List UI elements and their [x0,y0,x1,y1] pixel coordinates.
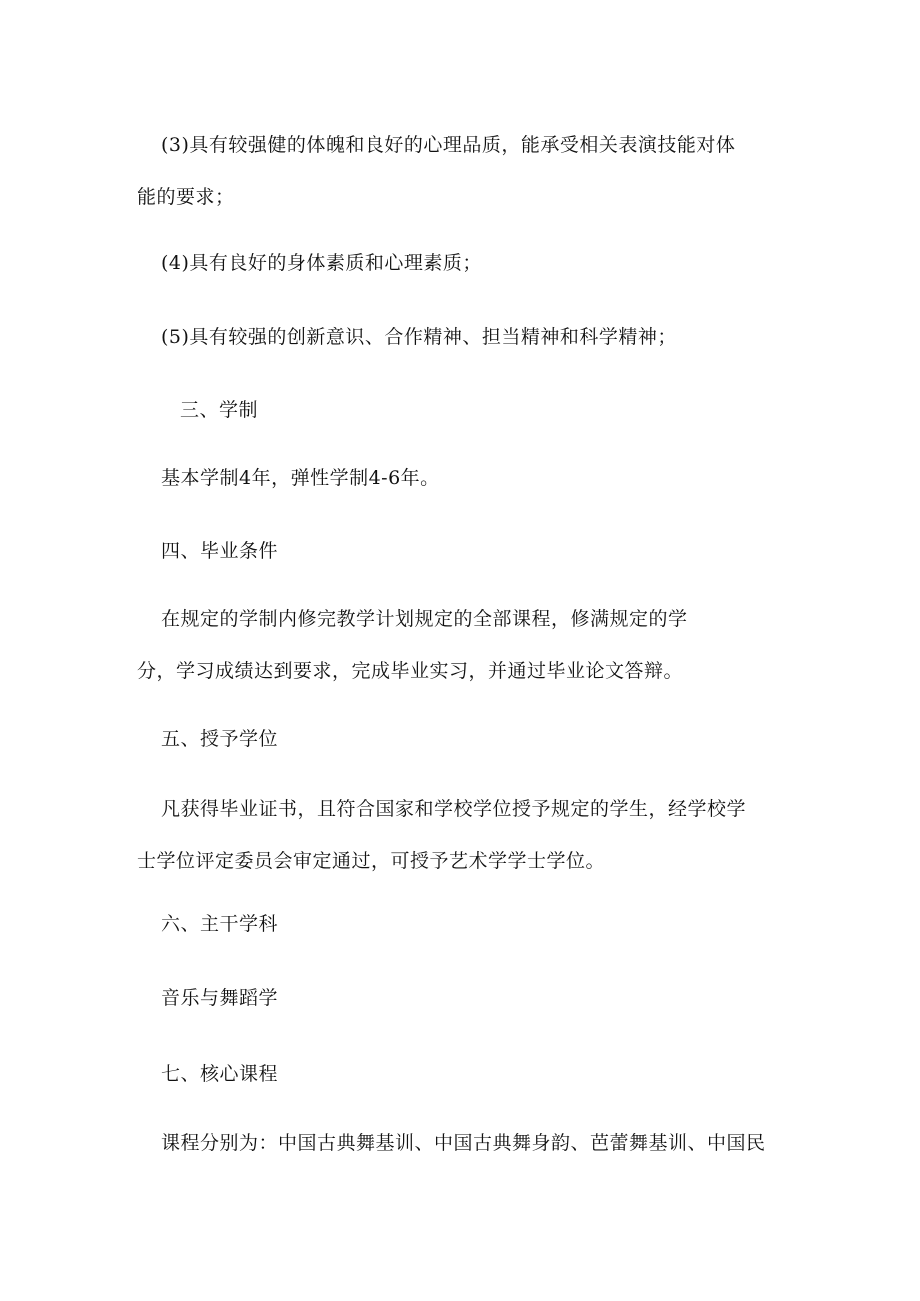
section-3-heading: 三、学制 [180,399,259,421]
section-4-body-line-1: 在规定的学制内修完教学计划规定的全部课程，修满规定的学 [161,608,688,630]
section-5-body-line-1: 凡获得毕业证书，且符合国家和学校学位授予规定的学生，经学校学 [161,798,747,820]
section-6-heading: 六、主干学科 [161,913,279,935]
item-3-line-1: (3)具有较强健的体魄和良好的心理品质，能承受相关表演技能对体 [161,134,736,156]
item-5: (5)具有较强的创新意识、合作精神、担当精神和科学精神； [161,326,677,348]
item-4: (4)具有良好的身体素质和心理素质； [161,252,482,274]
section-7-heading: 七、核心课程 [161,1063,279,1085]
section-3-body: 基本学制4年，弹性学制4-6年。 [161,467,440,489]
item-3-line-2: 能的要求； [137,186,235,208]
section-6-body: 音乐与舞蹈学 [161,987,279,1009]
section-4-body-line-2: 分，学习成绩达到要求，完成毕业实习，并通过毕业论文答辩。 [137,660,684,682]
section-4-heading: 四、毕业条件 [161,540,279,562]
section-5-body-line-2: 士学位评定委员会审定通过，可授予艺术学学士学位。 [137,850,606,872]
section-7-body-line-1: 课程分别为：中国古典舞基训、中国古典舞身韵、芭蕾舞基训、中国民 [161,1132,766,1154]
section-5-heading: 五、授予学位 [161,728,279,750]
